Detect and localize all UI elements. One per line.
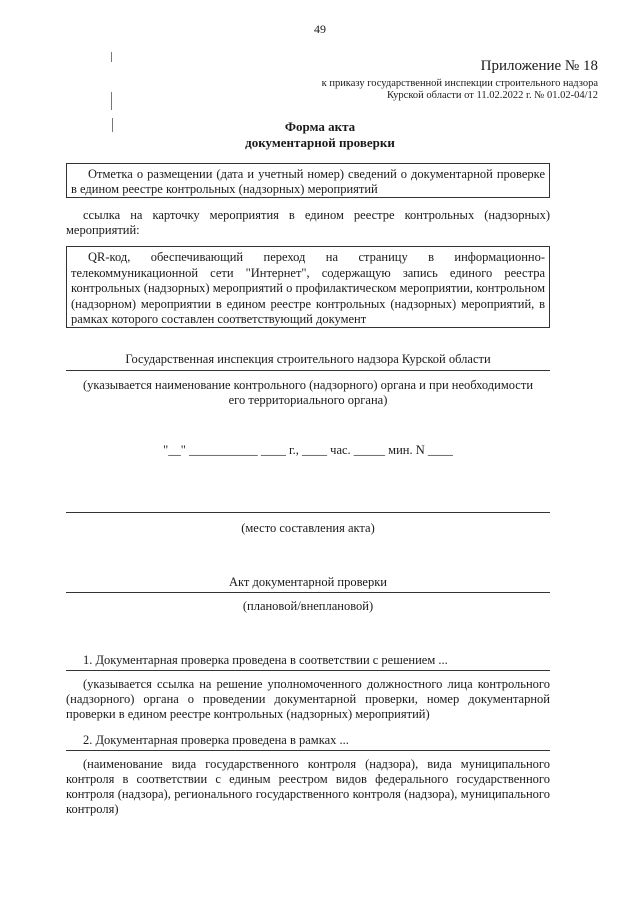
appendix-title: Приложение № 18 xyxy=(480,58,598,74)
item-1: 1. Документарная проверка проведена в соответствии с решением ... xyxy=(83,653,448,667)
control-organ-name: Государственная инспекция строительного надзора Курской области xyxy=(125,352,491,366)
appendix-order-line1: к приказу государственной инспекции строительного надзора xyxy=(321,78,598,89)
form-title-line2: документарной проверки xyxy=(245,135,395,150)
divider xyxy=(66,370,550,371)
page-number: 49 xyxy=(314,22,326,36)
divider xyxy=(66,512,550,513)
control-organ-hint-line2: его территориального органа) xyxy=(228,393,388,407)
divider xyxy=(66,750,550,751)
act-title: Акт документарной проверки xyxy=(228,575,387,589)
divider xyxy=(66,592,550,593)
registry-placement-box: Отметка о размещении (дата и учетный номер) сведений о документарной проверке в едином реестре контрольных (надзорных) мероприятий xyxy=(66,163,550,198)
act-type-hint: (плановой/внеплановой) xyxy=(242,599,374,613)
item-1-hint: (указывается ссылка на решение уполномоченного должностного лица контрольного (надзорного) органа о проведении документарной проверки, номер документарной проверки в едином реестре контрольных (надзорных) мероприятий) xyxy=(66,677,550,721)
scan-artifact xyxy=(111,92,112,110)
divider xyxy=(66,670,550,671)
registry-card-link: ссылка на карточку мероприятия в едином реестре контрольных (надзорных) мероприятий: xyxy=(66,208,550,237)
appendix-order-line2: Курской области от 11.02.2022 г. № 01.02-04/12 xyxy=(386,90,598,101)
place-of-drawing-hint: (место составления акта) xyxy=(241,521,375,535)
form-title-line1: Форма акта xyxy=(284,119,356,134)
control-organ-hint-line1: (указывается наименование контрольного (надзорного) органа и при необходимости xyxy=(82,378,534,392)
qr-code-box: QR-код, обеспечивающий переход на страницу в информационно-телекоммуникационной сети "Интернет", содержащую запись единого реестра контрольных (надзорных) мероприятий о профилактическом мероприятии, контрольном (надзорном) мероприятии в едином реестре контрольных (надзорных) мероприятий, в рамках которого составлен соответствующий документ xyxy=(66,246,550,328)
item-2: 2. Документарная проверка проведена в рамках ... xyxy=(83,733,349,747)
act-date-time-line: "__" ___________ ____ г., ____ час. _____ мин. N ____ xyxy=(163,443,453,457)
scan-artifact xyxy=(111,52,112,62)
item-2-hint: (наименование вида государственного контроля (надзора), вида муниципального контроля в соответствии с единым реестром видов федерального государственного контроля (надзора), регионального государственного контроля (надзора), муниципального контроля) xyxy=(66,757,550,816)
